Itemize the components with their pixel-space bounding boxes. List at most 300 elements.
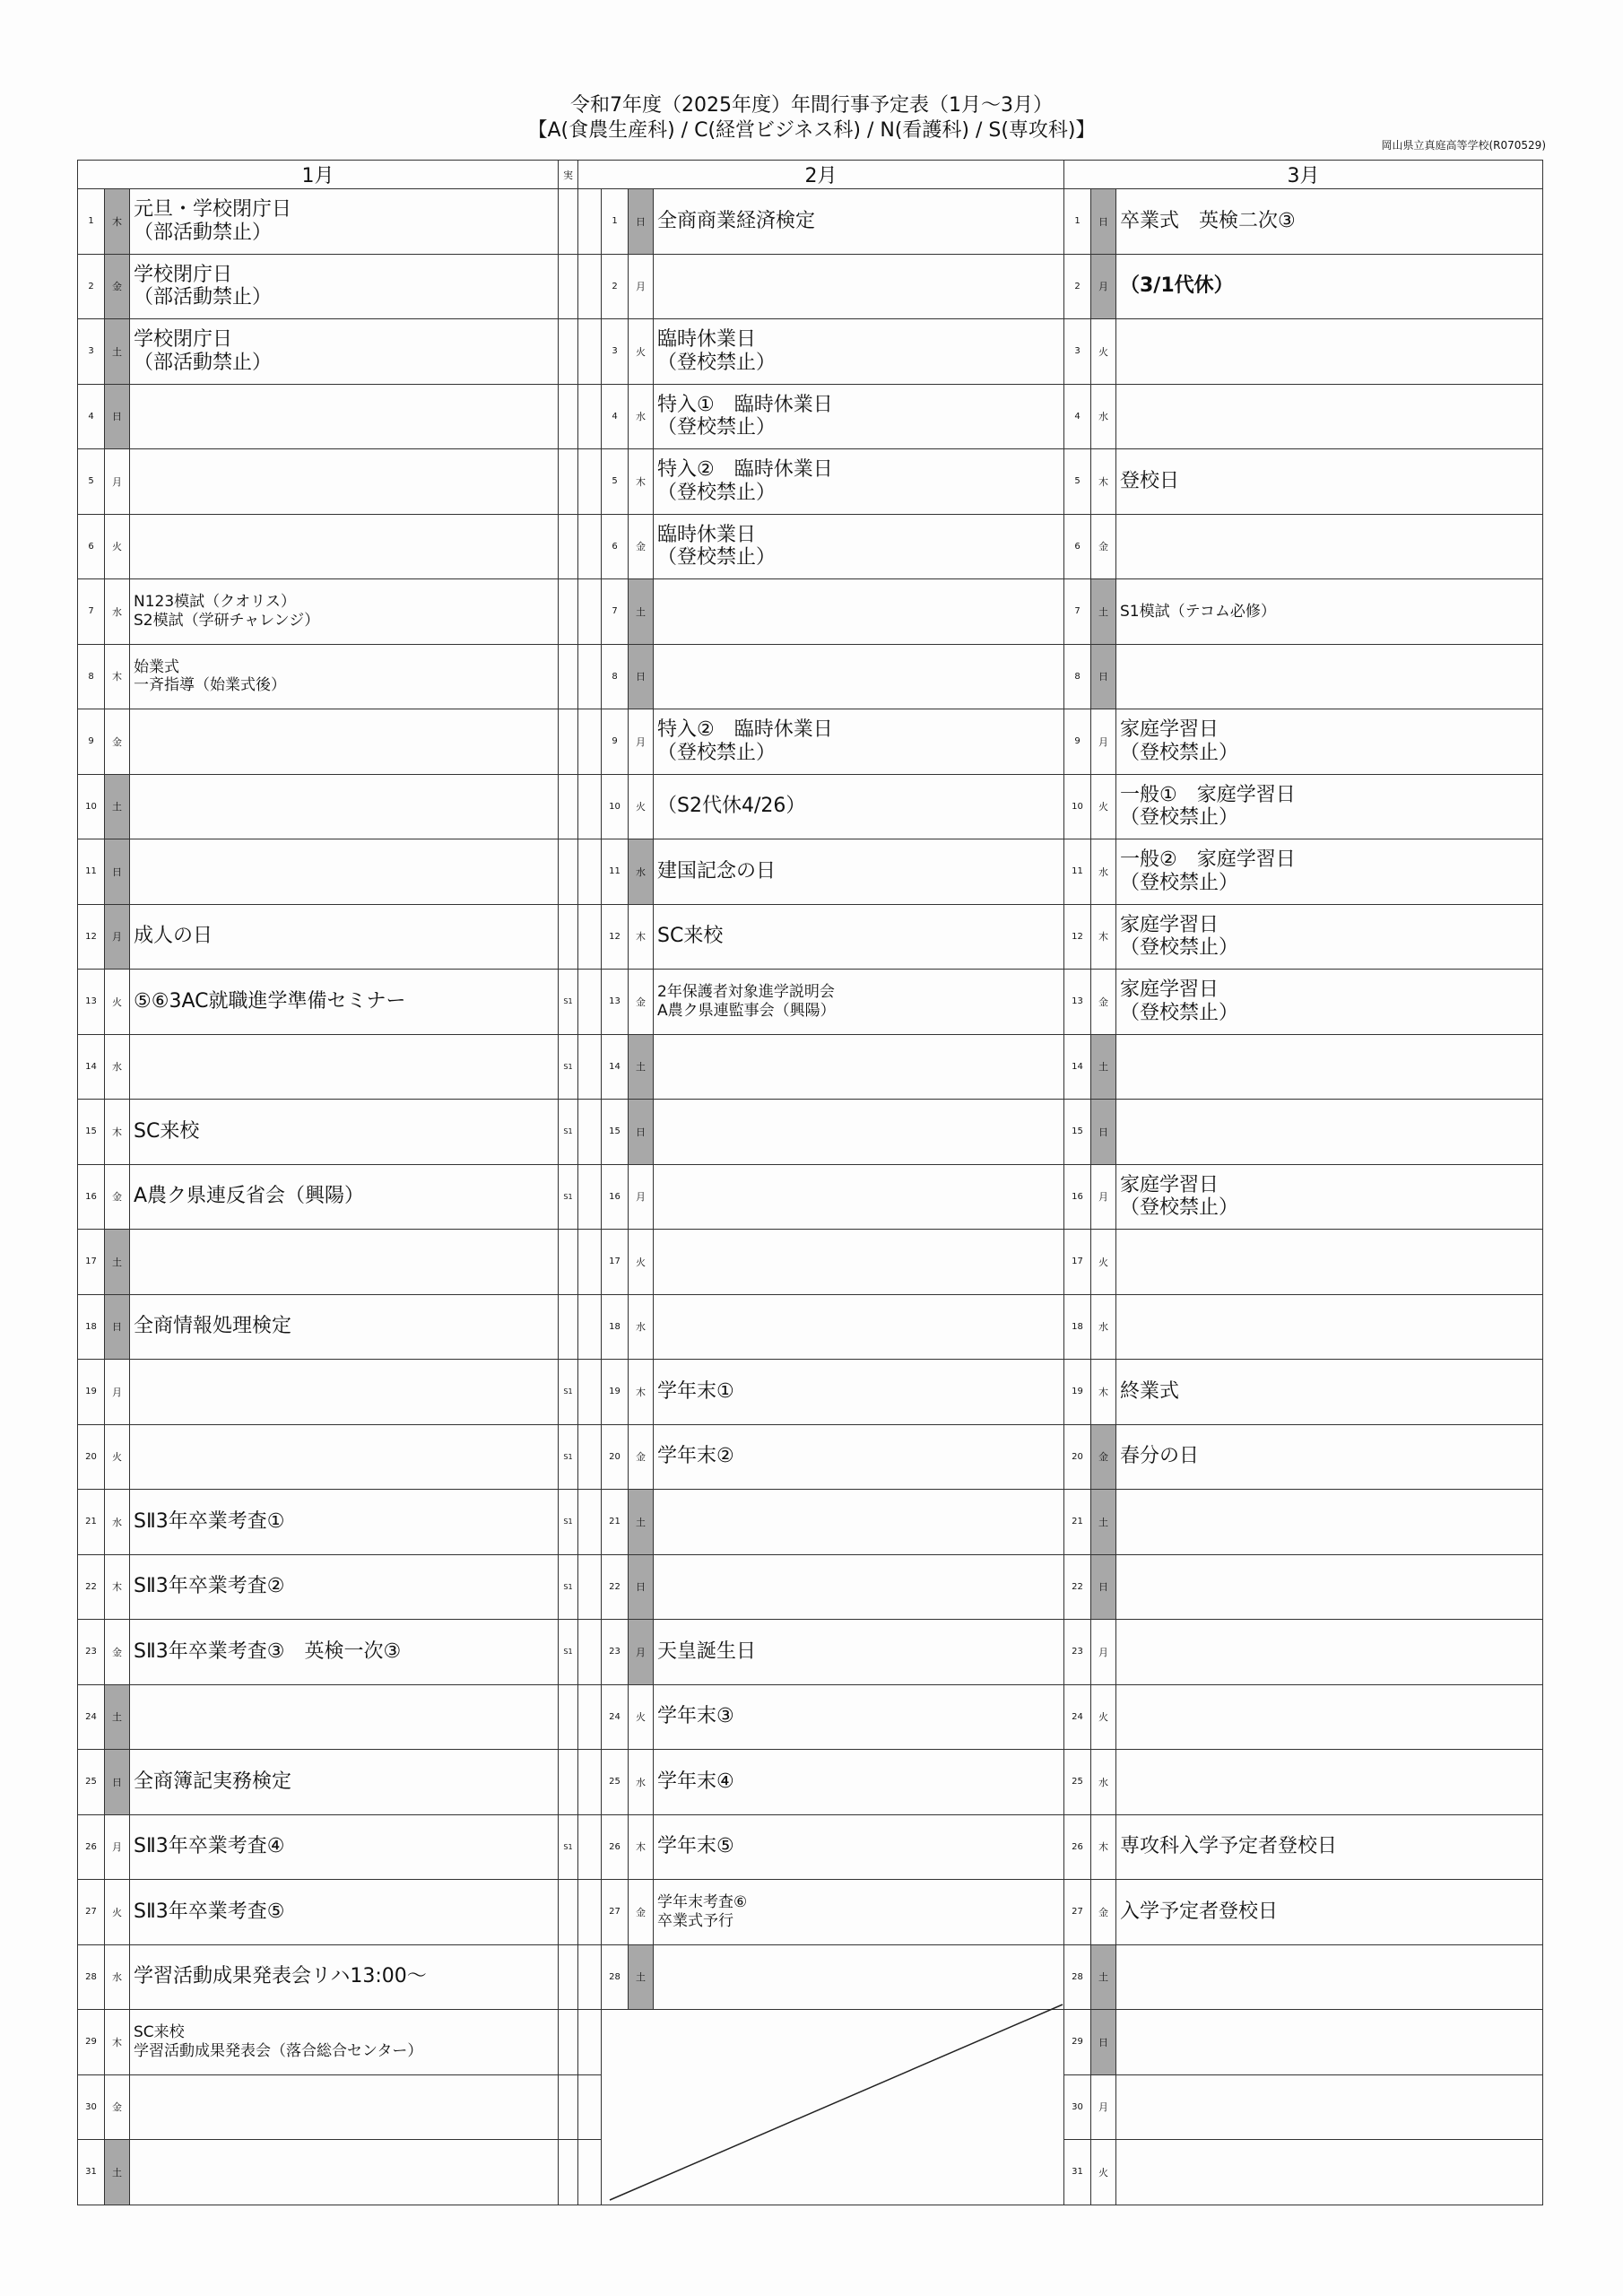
day-row [559,1880,1064,1945]
day-number: 2 [78,254,105,319]
day-number: 20 [1064,1424,1091,1490]
event-text: 家庭学習日 （登校禁止） [1116,1164,1543,1230]
weekday-label: 土 [1091,1944,1116,2010]
blank-cell [578,189,602,255]
event-text: 学年末② [654,1424,1064,1490]
event-text [130,1034,559,1100]
day-number: 19 [78,1360,105,1425]
event-text: S1模試（テコム必修） [1116,579,1543,645]
jitsu-mark: S1 [559,1490,578,1555]
weekday-label: 水 [105,1034,130,1100]
day-number: 20 [78,1424,105,1490]
jitsu-mark [559,1880,578,1945]
day-number: 26 [78,1814,105,1880]
day-row [559,709,1064,775]
blank-cell [578,1814,602,1880]
event-text: 終業式 [1116,1360,1543,1425]
jitsu-mark [559,774,578,839]
weekday-label: 金 [629,1424,654,1490]
blank-cell [578,970,602,1035]
day-row [559,254,1064,319]
weekday-label: 水 [105,579,130,645]
event-text [130,1684,559,1750]
event-text: 特入① 臨時休業日 （登校禁止） [654,384,1064,449]
weekday-label: 金 [1091,1424,1116,1490]
day-row [78,579,559,645]
day-number: 10 [602,774,629,839]
weekday-label: 日 [105,1750,130,1815]
event-text [130,2074,559,2140]
day-row [1064,1750,1543,1815]
day-number: 16 [602,1164,629,1230]
event-text: 学年末⑤ [654,1814,1064,1880]
event-text [654,1554,1064,1620]
day-number: 22 [78,1554,105,1620]
day-number: 3 [78,319,105,385]
event-text: 元旦・学校閉庁日 （部活動禁止） [130,189,559,255]
day-row [1064,1164,1543,1230]
event-text: SC来校 学習活動成果発表会（落合総合センター） [130,2010,559,2075]
empty-row [559,2010,1064,2075]
day-row [78,1230,559,1295]
day-row [559,384,1064,449]
blank-cell [578,1944,602,2010]
event-text: SⅡ3年卒業考査② [130,1554,559,1620]
day-number: 2 [602,254,629,319]
event-text [130,1360,559,1425]
event-text: 専攻科入学予定者登校日 [1116,1814,1543,1880]
event-text: 建国記念の日 [654,839,1064,905]
day-number: 29 [1064,2010,1091,2075]
day-number: 6 [602,514,629,579]
day-number: 13 [78,970,105,1035]
event-text [1116,2010,1543,2075]
event-text: 学校閉庁日 （部活動禁止） [130,319,559,385]
weekday-label: 土 [105,319,130,385]
event-text: 一般① 家庭学習日 （登校禁止） [1116,774,1543,839]
event-text [1116,1620,1543,1685]
weekday-label: 火 [1091,774,1116,839]
event-text [654,1490,1064,1555]
day-row [1064,1360,1543,1425]
day-number: 25 [78,1750,105,1815]
march-table [1063,160,1543,2205]
day-row [78,449,559,515]
event-text: 全商商業経済検定 [654,189,1064,255]
day-row [1064,904,1543,970]
document-title: 令和7年度（2025年度）年間行事予定表（1月～3月） [570,94,1053,117]
event-text [1116,1294,1543,1360]
weekday-label: 水 [629,839,654,905]
day-number: 31 [78,2140,105,2205]
jitsu-mark [559,1684,578,1750]
event-text [1116,1490,1543,1555]
blank-cell [559,2010,578,2075]
event-text [130,449,559,515]
jitsu-mark: S1 [559,1100,578,1165]
blank-cell [602,2010,1064,2205]
day-row [78,2140,559,2205]
weekday-label: 月 [1091,1620,1116,1685]
weekday-label: 木 [1091,1360,1116,1425]
jitsu-mark [559,709,578,775]
day-number: 4 [602,384,629,449]
blank-cell [578,1294,602,1360]
weekday-label: 金 [1091,1880,1116,1945]
weekday-label: 土 [1091,1490,1116,1555]
weekday-label: 月 [629,254,654,319]
weekday-label: 土 [105,2140,130,2205]
day-number: 6 [1064,514,1091,579]
weekday-label: 土 [629,1944,654,2010]
day-number: 19 [1064,1360,1091,1425]
day-row [559,1360,1064,1425]
weekday-label: 土 [105,774,130,839]
day-row [78,1814,559,1880]
day-row [78,709,559,775]
day-number: 12 [78,904,105,970]
weekday-label: 火 [629,319,654,385]
event-text [1116,384,1543,449]
event-text [130,2140,559,2205]
event-text: 一般② 家庭学習日 （登校禁止） [1116,839,1543,905]
day-row [559,1814,1064,1880]
weekday-label: 木 [629,449,654,515]
day-number: 21 [602,1490,629,1555]
january-table [77,160,559,2205]
event-text [130,839,559,905]
day-number: 25 [602,1750,629,1815]
weekday-label: 木 [105,1554,130,1620]
event-text [1116,644,1543,709]
weekday-label: 木 [105,1100,130,1165]
day-number: 15 [78,1100,105,1165]
blank-cell [578,1100,602,1165]
weekday-label: 日 [629,1100,654,1165]
blank-cell [578,1034,602,1100]
event-text [1116,1554,1543,1620]
jitsu-mark [559,449,578,515]
blank-cell [578,2010,602,2075]
weekday-label: 木 [105,2010,130,2075]
blank-cell [578,449,602,515]
day-row [78,1424,559,1490]
jitsu-mark: S1 [559,970,578,1035]
event-text [1116,319,1543,385]
day-row [1064,1230,1543,1295]
event-text [130,709,559,775]
day-number: 23 [602,1620,629,1685]
weekday-label: 金 [105,2074,130,2140]
jitsu-mark [559,839,578,905]
blank-cell [578,514,602,579]
weekday-label: 月 [105,449,130,515]
day-row [78,1360,559,1425]
event-text: 登校日 [1116,449,1543,515]
day-row [78,189,559,255]
day-number: 14 [1064,1034,1091,1100]
event-text: 学年末④ [654,1750,1064,1815]
jitsu-heading: 実 [559,161,578,189]
day-row [559,970,1064,1035]
day-row [1064,189,1543,255]
day-number: 12 [602,904,629,970]
day-number: 27 [78,1880,105,1945]
weekday-label: 水 [1091,839,1116,905]
weekday-label: 日 [629,1554,654,1620]
school-name: 岡山県立真庭高等学校(R070529) [1381,139,1546,152]
day-row [1064,2010,1543,2075]
weekday-label: 火 [105,514,130,579]
day-number: 30 [1064,2074,1091,2140]
event-text: 学年末① [654,1360,1064,1425]
weekday-label: 木 [1091,1814,1116,1880]
jitsu-mark [559,384,578,449]
blank-cell [578,384,602,449]
day-number: 19 [602,1360,629,1425]
weekday-label: 月 [629,709,654,775]
day-row [78,1554,559,1620]
weekday-label: 日 [105,839,130,905]
day-number: 5 [602,449,629,515]
day-number: 22 [1064,1554,1091,1620]
weekday-label: 日 [1091,189,1116,255]
blank-cell [578,1684,602,1750]
day-row [559,904,1064,970]
event-text [130,384,559,449]
weekday-label: 火 [105,1424,130,1490]
february-heading: 2月 [578,161,1064,189]
day-row [78,1034,559,1100]
day-row [1064,449,1543,515]
event-text: 卒業式 英検二次③ [1116,189,1543,255]
event-text: 始業式 一斉指導（始業式後） [130,644,559,709]
day-row [559,189,1064,255]
blank-cell [578,1164,602,1230]
event-text: 家庭学習日 （登校禁止） [1116,709,1543,775]
day-number: 5 [78,449,105,515]
day-number: 7 [78,579,105,645]
event-text: 入学予定者登校日 [1116,1880,1543,1945]
day-row [1064,514,1543,579]
day-number: 17 [1064,1230,1091,1295]
weekday-label: 火 [1091,1684,1116,1750]
blank-cell [578,2140,602,2205]
event-text [1116,2074,1543,2140]
day-row [1064,1490,1543,1555]
event-text [130,514,559,579]
blank-cell [578,1360,602,1425]
weekday-label: 土 [629,579,654,645]
blank-cell [578,709,602,775]
day-row [1064,1944,1543,2010]
weekday-label: 月 [629,1164,654,1230]
day-number: 10 [78,774,105,839]
event-text: 2年保護者対象進学説明会 A農ク県連監事会（興陽） [654,970,1064,1035]
day-number: 12 [1064,904,1091,970]
event-text: A農ク県連反省会（興陽） [130,1164,559,1230]
day-number: 7 [1064,579,1091,645]
day-row [1064,1620,1543,1685]
event-text: 臨時休業日 （登校禁止） [654,514,1064,579]
day-row [78,1620,559,1685]
event-text [654,1294,1064,1360]
day-number: 24 [78,1684,105,1750]
weekday-label: 火 [629,774,654,839]
blank-cell [578,2074,602,2140]
day-row [78,384,559,449]
blank-cell [578,644,602,709]
day-number: 4 [1064,384,1091,449]
blank-cell [578,839,602,905]
event-text [654,1944,1064,2010]
day-row [559,1100,1064,1165]
day-number: 24 [602,1684,629,1750]
weekday-label: 木 [1091,904,1116,970]
event-text [654,579,1064,645]
event-text: SC来校 [654,904,1064,970]
jitsu-mark: S1 [559,1620,578,1685]
day-row [78,970,559,1035]
blank-cell [578,1554,602,1620]
day-number: 31 [1064,2140,1091,2205]
weekday-label: 火 [1091,1230,1116,1295]
day-row [78,1100,559,1165]
document-subtitle: 【A(食農生産科) / C(経営ビジネス科) / N(看護科) / S(専攻科)】 [527,119,1096,142]
jitsu-mark: S1 [559,1360,578,1425]
blank-cell [559,2140,578,2205]
weekday-label: 木 [105,644,130,709]
event-text [1116,1684,1543,1750]
day-row [559,1230,1064,1295]
weekday-label: 土 [629,1490,654,1555]
day-row [559,1750,1064,1815]
day-number: 24 [1064,1684,1091,1750]
day-number: 15 [1064,1100,1091,1165]
weekday-label: 火 [629,1230,654,1295]
day-number: 27 [1064,1880,1091,1945]
event-text: SⅡ3年卒業考査③ 英検一次③ [130,1620,559,1685]
day-row [559,1620,1064,1685]
day-row [559,1164,1064,1230]
event-text: 特入② 臨時休業日 （登校禁止） [654,449,1064,515]
day-number: 20 [602,1424,629,1490]
day-row [559,1554,1064,1620]
day-row [559,1294,1064,1360]
day-row [78,319,559,385]
weekday-label: 月 [105,1814,130,1880]
day-number: 23 [78,1620,105,1685]
day-row [1064,1294,1543,1360]
weekday-label: 日 [629,189,654,255]
day-row [78,514,559,579]
weekday-label: 水 [1091,384,1116,449]
event-text [654,1164,1064,1230]
jitsu-mark [559,579,578,645]
day-row [559,319,1064,385]
blank-cell [578,1490,602,1555]
day-number: 26 [1064,1814,1091,1880]
day-row [1064,1034,1543,1100]
day-row [1064,839,1543,905]
blank-cell [578,1750,602,1815]
blank-cell [578,1230,602,1295]
day-number: 1 [602,189,629,255]
weekday-label: 日 [105,384,130,449]
event-text: 臨時休業日 （登校禁止） [654,319,1064,385]
day-number: 17 [78,1230,105,1295]
day-number: 15 [602,1100,629,1165]
blank-cell [578,319,602,385]
day-row [1064,774,1543,839]
event-text: 学習活動成果発表会リハ13:00～ [130,1944,559,2010]
event-text [1116,1230,1543,1295]
jitsu-mark: S1 [559,1424,578,1490]
event-text: 天皇誕生日 [654,1620,1064,1685]
event-text: N123模試（クオリス） S2模試（学研チャレンジ） [130,579,559,645]
weekday-label: 金 [105,709,130,775]
event-text: 春分の日 [1116,1424,1543,1490]
day-row [78,254,559,319]
day-row [78,1164,559,1230]
day-number: 29 [78,2010,105,2075]
day-row [1064,644,1543,709]
event-text [654,254,1064,319]
weekday-label: 金 [629,1880,654,1945]
day-row [1064,1424,1543,1490]
weekday-label: 火 [1091,2140,1116,2205]
event-text [1116,2140,1543,2205]
day-number: 8 [1064,644,1091,709]
day-number: 10 [1064,774,1091,839]
blank-cell [578,1880,602,1945]
event-text: 学年末③ [654,1684,1064,1750]
weekday-label: 月 [105,1360,130,1425]
event-text [1116,1944,1543,2010]
day-row [559,579,1064,645]
day-number: 9 [78,709,105,775]
day-number: 4 [78,384,105,449]
day-row [1064,319,1543,385]
event-text [1116,1750,1543,1815]
day-number: 28 [78,1944,105,2010]
event-text: 学校閉庁日 （部活動禁止） [130,254,559,319]
weekday-label: 月 [1091,254,1116,319]
event-text: 学年末考査⑥ 卒業式予行 [654,1880,1064,1945]
weekday-label: 水 [105,1944,130,2010]
day-number: 5 [1064,449,1091,515]
weekday-label: 金 [629,514,654,579]
event-text [654,1034,1064,1100]
day-row [559,839,1064,905]
event-text: 特入② 臨時休業日 （登校禁止） [654,709,1064,775]
january-heading: 1月 [78,161,559,189]
weekday-label: 金 [105,254,130,319]
jitsu-mark [559,189,578,255]
jitsu-mark: S1 [559,1814,578,1880]
event-text: （S2代休4/26） [654,774,1064,839]
day-row [78,774,559,839]
day-row [1064,2074,1543,2140]
jitsu-mark: S1 [559,1164,578,1230]
day-row [78,1294,559,1360]
day-number: 14 [602,1034,629,1100]
day-number: 23 [1064,1620,1091,1685]
event-text: SⅡ3年卒業考査⑤ [130,1880,559,1945]
day-row [1064,2140,1543,2205]
day-number: 27 [602,1880,629,1945]
day-number: 30 [78,2074,105,2140]
